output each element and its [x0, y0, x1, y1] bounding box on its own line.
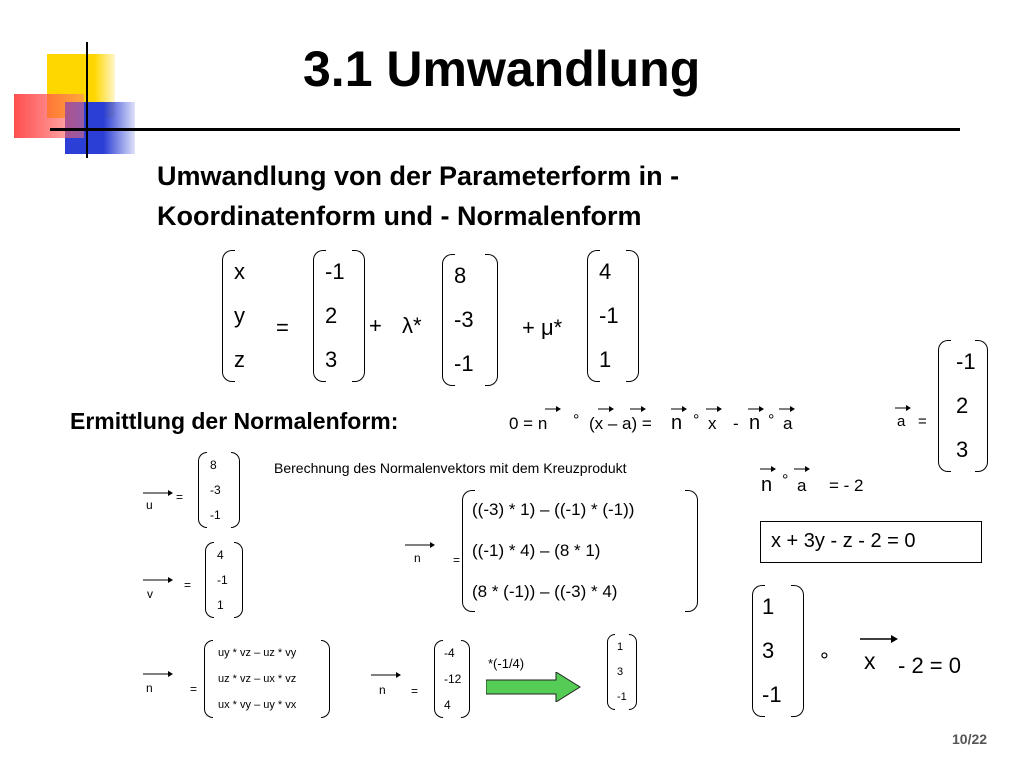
subtitle-line-1: Umwandlung von der Parameterform in - [157, 161, 680, 191]
normal-eq-zero [509, 414, 547, 434]
lhs-x: x [234, 259, 245, 284]
v-small-equals: = [184, 578, 192, 592]
eq-arrow-a2 [779, 405, 795, 413]
a-arrow [895, 404, 911, 412]
u-small-label: u [146, 498, 153, 512]
a-label: a [897, 413, 906, 430]
n-result-2: -12 [444, 672, 462, 686]
n-expr-equals: = [453, 553, 461, 567]
n-dot-a-n: n [761, 474, 773, 496]
param-plus-1: + [369, 313, 382, 338]
title-rule [50, 128, 960, 131]
eq-circ-2: ° [693, 412, 700, 429]
n-result-label: n [379, 683, 386, 697]
n-dot-a-arrow-n [760, 465, 776, 473]
eq-arrow-n3 [748, 405, 764, 413]
subtitle-line-2: Koordinatenform und - Normalenform [157, 201, 642, 231]
u-small-arrow [143, 489, 173, 497]
eq-arrow-x1 [598, 405, 614, 413]
slide-title: 3.1 Umwandlung [303, 41, 701, 97]
eq-n3: n [749, 412, 761, 434]
n-expr-2: ((-1) * 4) – (8 * 1) [472, 540, 601, 560]
support-1: -1 [325, 259, 345, 284]
n-normalized-vector [607, 634, 637, 710]
eq-circ-3: ° [768, 412, 775, 429]
v-small-1: 4 [217, 547, 224, 562]
eq-a: a [783, 414, 793, 433]
v-1: 4 [599, 259, 612, 284]
n-expr-arrow [405, 541, 435, 549]
normal-eq-2: 3 [762, 638, 775, 663]
green-right-arrow-icon [486, 672, 582, 702]
lhs-z: z [234, 347, 245, 372]
cross-product-caption: Berechnung des Normalenvektors mit dem Kreuzprodukt [274, 460, 627, 476]
eq-arrow-x2 [706, 405, 722, 413]
n-expr-1: ((-3) * 1) – ((-1) * (-1)) [472, 500, 635, 520]
coordinate-form-box [760, 521, 982, 563]
normal-eq-x-arrow [860, 634, 898, 644]
support-2: 2 [325, 303, 338, 328]
n-dot-a-value: = - 2 [829, 476, 864, 495]
n-expr-label: n [414, 551, 421, 565]
v-2: -1 [599, 303, 619, 328]
n-result-arrow [371, 671, 401, 679]
n-result-equals: = [411, 684, 419, 698]
param-lambda: λ* [402, 313, 422, 338]
u-small-vector [198, 452, 240, 528]
page-number: 10/22 [952, 731, 988, 747]
v-small-vector [205, 542, 243, 618]
u-small-2: -3 [210, 482, 221, 497]
n-expr-vector [462, 490, 698, 612]
n-result-vector [434, 640, 470, 718]
n-formula-label: n [146, 681, 153, 695]
eq-circ-1: ° [573, 412, 580, 429]
u-1: 8 [454, 263, 467, 288]
n-dot-a-arrow-a [794, 465, 810, 473]
a-vector [938, 340, 988, 472]
normal-eq-rest: - 2 = 0 [898, 653, 961, 678]
normal-eq-vector [752, 585, 804, 717]
scale-factor: *(-1/4) [488, 656, 525, 671]
v-small-3: 1 [217, 598, 224, 613]
eq-zero-text: 0 = n [509, 414, 548, 433]
n-formula-3: ux * vy – uy * vx [218, 699, 297, 711]
n-normalized-3: -1 [617, 691, 627, 704]
n-normalized-2: 3 [617, 665, 624, 678]
v-small-2: -1 [217, 572, 228, 587]
n-formula-2: uz * vz – ux * vz [218, 673, 297, 685]
normal-eq-circ: ° [820, 648, 829, 673]
eq-paren: (x – a) = [589, 414, 652, 433]
n-formula-arrow [143, 670, 173, 678]
n-formula-equals: = [190, 682, 198, 696]
a-1: -1 [956, 349, 976, 374]
lhs-vector [222, 250, 260, 382]
n-normalized-1: 1 [617, 640, 624, 653]
u-small-1: 8 [210, 457, 217, 472]
a-3: 3 [956, 437, 969, 462]
eq-x: x [708, 414, 717, 433]
a-2: 2 [956, 393, 969, 418]
normal-eq-x: x [864, 648, 876, 674]
coordinate-form: x + 3y - z - 2 = 0 [771, 530, 916, 552]
v-small-arrow [143, 576, 173, 584]
normal-form-heading: Ermittlung der Normalenform: [70, 408, 399, 434]
eq-arrow-n2 [671, 405, 687, 413]
direction-vector-u [442, 254, 498, 386]
n-result-3: 4 [444, 698, 451, 712]
a-equals: = [918, 413, 927, 430]
eq-minus: - [733, 414, 739, 433]
support-vector [313, 250, 365, 382]
u-2: -3 [454, 307, 474, 332]
n-dot-a-a: a [797, 476, 807, 495]
param-plus-mu: + μ* [522, 315, 563, 340]
u-small-equals: = [176, 490, 184, 504]
logo-red-square [14, 94, 84, 138]
u-small-3: -1 [210, 508, 221, 523]
eq-arrow-a1 [630, 405, 646, 413]
logo-vertical-line [86, 42, 88, 158]
u-3: -1 [454, 351, 474, 376]
eq-arrow-n1 [545, 405, 561, 413]
direction-vector-v [587, 250, 639, 382]
param-equals: = [276, 315, 289, 340]
normal-eq-3: -1 [762, 682, 782, 707]
n-result-1: -4 [444, 646, 455, 660]
lhs-y: y [234, 303, 245, 328]
n-formula-1: uy * vz – uz * vy [218, 647, 297, 659]
slide-subtitle [157, 156, 679, 236]
slide-logo [10, 40, 150, 160]
eq-n2: n [671, 412, 683, 434]
v-small-label: v [147, 587, 153, 601]
n-dot-a-circ: ° [782, 472, 789, 489]
normal-eq-1: 1 [762, 594, 775, 619]
n-expr-3: (8 * (-1)) – ((-3) * 4) [472, 581, 618, 601]
support-3: 3 [325, 347, 338, 372]
n-formula-vector [204, 640, 330, 718]
v-3: 1 [599, 347, 612, 372]
